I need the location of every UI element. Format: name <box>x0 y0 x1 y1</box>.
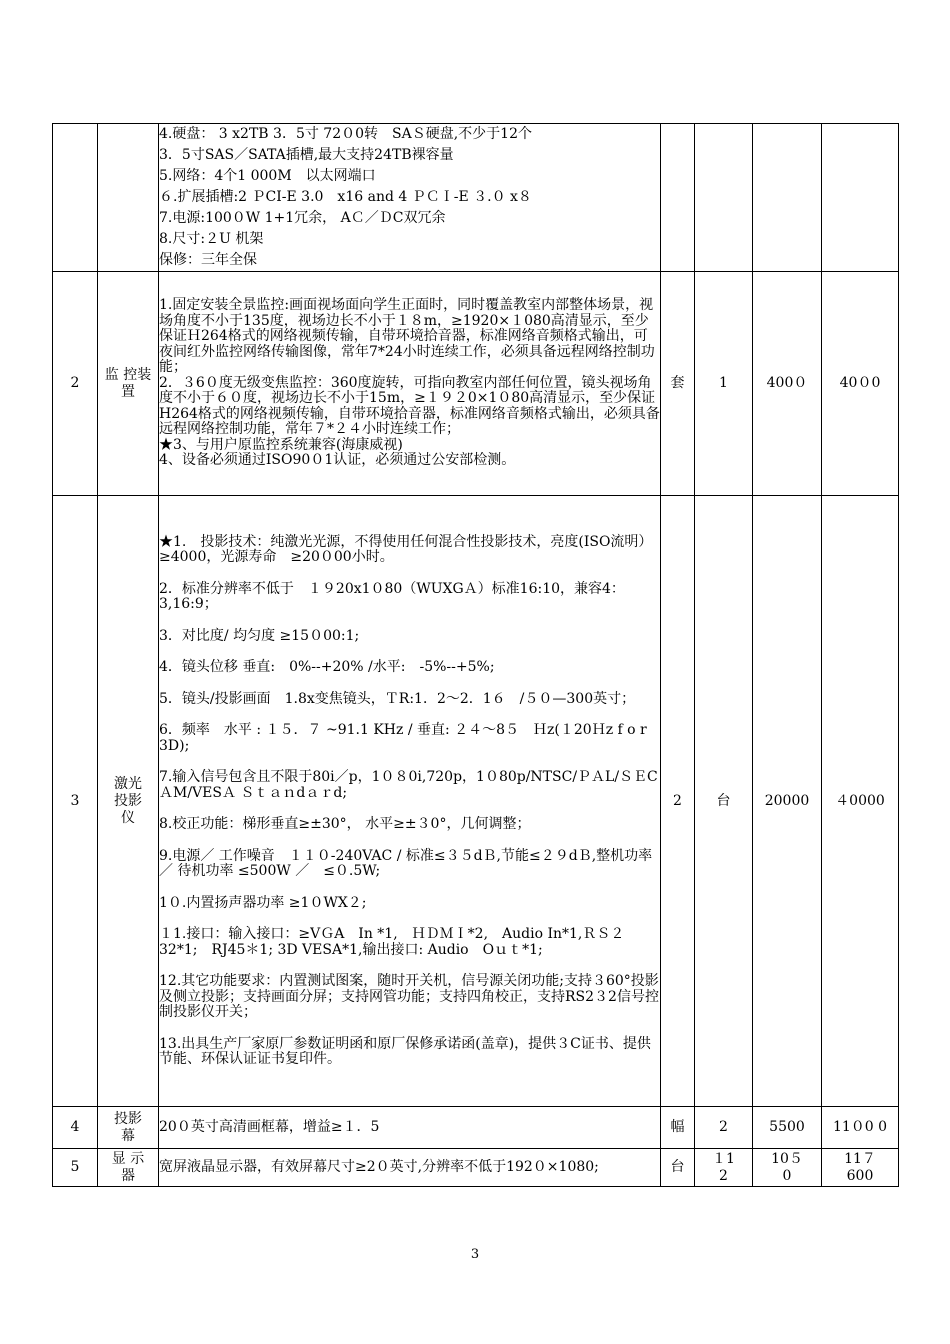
spec-paragraph: 13.出具生产厂家原厂参数证明函和原厂保修承诺函(盖章)，提供３C证书、提供节能、环保认证证书复印件。 <box>159 1035 651 1067</box>
row-name-cell <box>98 124 159 272</box>
row-unit-cell: 幅 <box>661 1107 695 1149</box>
spec-paragraph: 3．对比度/ 均匀度 ≥15０00:1; <box>159 627 360 644</box>
spec-paragraph: 5．镜头/投影画面 1.8x变焦镜头，ＴR:1．2～2．1６ /５０—300英寸； <box>159 690 636 707</box>
row-qty-cell: 1 <box>695 272 753 496</box>
row-desc-cell <box>159 1149 661 1187</box>
spec-paragraph: 7.输入信号包含且不限于80i／p，1０８0i,720p，1０80p/NTSC/ＰＡL/ＳＥCＡM/VESＡ Ｓｔａｎdａｒd; <box>159 769 658 801</box>
row-unit-cell <box>661 124 695 272</box>
row-desc-cell <box>159 496 661 1107</box>
spec-paragraph: ★1. 投影技术：纯激光光源，不得使用任何混合性投影技术，亮度(ISO流明） ≥4000，光源寿命 ≥20０00小时。 <box>159 533 660 565</box>
spec-paragraph: 1.固定安装全景监控:画面视场面向学生正面时，同时覆盖教室内部整体场景，视场角度不小于135度，视场边长不小于１８m，≥1920×１080高清显示，至少保证Ｈ264格式的网络视频传输，自带环境拾音器，标准网络音频格式输出，可夜间红外监控网络传输图像，常年7*24小时连续工作，必须具备远程网络控制功能； <box>159 297 655 376</box>
spec-line: 5.网络：4个1 000M 以太网端口 <box>159 168 376 184</box>
spec-paragraph: 8.校正功能：梯形垂直≥±30°， 水平≥±３0°，几何调整； <box>159 816 531 832</box>
row-index-cell: 5 <box>53 1149 98 1187</box>
row-total-text: 11７600 <box>844 1150 876 1184</box>
spec-line: 7.电源:100０W 1+1冗余， AＣ／ＤC双冗余 <box>159 210 446 226</box>
row-total-cell <box>822 1107 899 1149</box>
spec-paragraph: １1.接口：输入接口：≥VＧA In *1, ＨＤＭＩ*2, Audio In*1,ＲＳ２32*1; RJ45＊1; 3D VESA*1,输出接口: Audio Oｕｔ*1; <box>159 926 625 958</box>
page-number: 3 <box>470 1247 480 1262</box>
spec-paragraph: 4、设备必须通过ISO90０1认证，必须通过公安部检测。 <box>159 452 516 469</box>
row-qty-cell <box>695 1149 753 1187</box>
row-price-cell <box>753 124 822 272</box>
spec-paragraph: 20０英寸高清画框幕，增益≥１．5 <box>159 1118 380 1135</box>
row-total-cell: 40０0 <box>822 272 899 496</box>
spec-line: 4.硬盘： 3 x2TB 3．5寸 72０0转 SAＳ硬盘,不少于12个 <box>159 126 532 142</box>
row-name-cell <box>98 1149 159 1187</box>
spec-line: 3．5寸SAS／SATA插槽,最大支持24TB裸容量 <box>159 147 454 163</box>
spec-paragraph: 12.其它功能要求：内置测试图案，随时开关机，信号源关闭功能;支持３60°投影及侧立投影；支持画面分屏；支持网管功能；支持四角校正，支持RS2３2信号控制投影仪开关； <box>159 973 659 1020</box>
row-name-cell <box>98 496 159 1107</box>
spec-paragraph: 2．标准分辨率不低于 １９20x1０80（WUXGＡ）标准16:10，兼容4：3,16:9； <box>159 580 625 612</box>
table-row <box>53 496 899 1107</box>
row-qty-cell <box>695 124 753 272</box>
row-unit-cell: 2 <box>661 496 695 1107</box>
row-name-text: 激光投影仪 <box>114 775 142 826</box>
row-price-cell <box>753 1149 822 1187</box>
row-price-cell: 20000 <box>753 496 822 1107</box>
row-name-text: 显 示器 <box>111 1150 145 1184</box>
table-row <box>53 1149 899 1187</box>
row-total-text: 11０0 0 <box>832 1119 888 1135</box>
row-total-cell <box>822 124 899 272</box>
row-name-cell: 监 控装置 <box>98 272 159 496</box>
spec-line: ６.扩展插槽:2 ＰCI-E 3.0 x16 and 4 ＰＣＩ-E ３.０ x８ <box>159 189 532 205</box>
row-desc-cell <box>159 1107 661 1149</box>
row-price-text: 10５ 0 <box>771 1150 803 1184</box>
spec-paragraph: 4．镜头位移 垂直: 0%--+20% /水平: -5%--+5%; <box>159 659 495 675</box>
row-total-cell: ４0000 <box>822 496 899 1107</box>
row-unit-cell: 台 <box>661 1149 695 1187</box>
spec-paragraph: 6．频率 水平 : １５．７ ~91.1 KHz / 垂直: ２４～8５ Ｈz(１20Ｈz f o r 3D); <box>159 722 647 754</box>
row-index-cell: 3 <box>53 496 98 1107</box>
table-row <box>53 272 899 496</box>
spec-line: 8.尺寸:２U 机架 <box>159 231 264 247</box>
row-qty-cell: 2 <box>695 1107 753 1149</box>
spec-paragraph: 宽屏液晶显示器，有效屏幕尺寸≥2０英寸,分辨率不低于192０×1080; <box>159 1158 599 1175</box>
procurement-spec-table <box>52 123 899 1187</box>
row-index-cell: 4 <box>53 1107 98 1149</box>
table-row <box>53 124 899 272</box>
table-row <box>53 1107 899 1149</box>
row-price-cell: 400０ <box>753 272 822 496</box>
row-price-cell: 5500 <box>753 1107 822 1149</box>
row-total-cell <box>822 1149 899 1187</box>
row-name-text: 投影幕 <box>114 1110 142 1144</box>
row-qty-cell: 台 <box>695 496 753 1107</box>
row-index-cell: 2 <box>53 272 98 496</box>
row-desc-cell <box>159 124 661 272</box>
row-unit-cell: 套 <box>661 272 695 496</box>
spec-paragraph: ★3、与用户原监控系统兼容(海康威视) <box>159 436 403 453</box>
row-qty-text: １1 2 <box>712 1150 735 1184</box>
spec-paragraph: 9.电源／ 工作噪音 １１０-240VAC / 标准≤３５dＢ,节能≤２９dＢ,整机功率／ 待机功率 ≤500W ／ ≤０.5W; <box>159 847 653 879</box>
spec-line: 保修：三年全保 <box>159 252 257 268</box>
row-index-cell <box>53 124 98 272</box>
row-name-cell <box>98 1107 159 1149</box>
spec-paragraph: 1０.内置扬声器功率 ≥1０WX２; <box>159 894 367 911</box>
spec-paragraph: 2．３6０度无级变焦监控：360度旋转，可指向教室内部任何位置，镜头视场角度不小于６０度，视场边长不小于15m，≥１９２0×1０80高清显示，至少保证H264格式的网络视频传输，自带环境拾音器，标准网络音频格式输出，必须具备远程网络控制功能，常年７*２４小时连续工作； <box>159 374 660 438</box>
row-desc-cell <box>159 272 661 496</box>
